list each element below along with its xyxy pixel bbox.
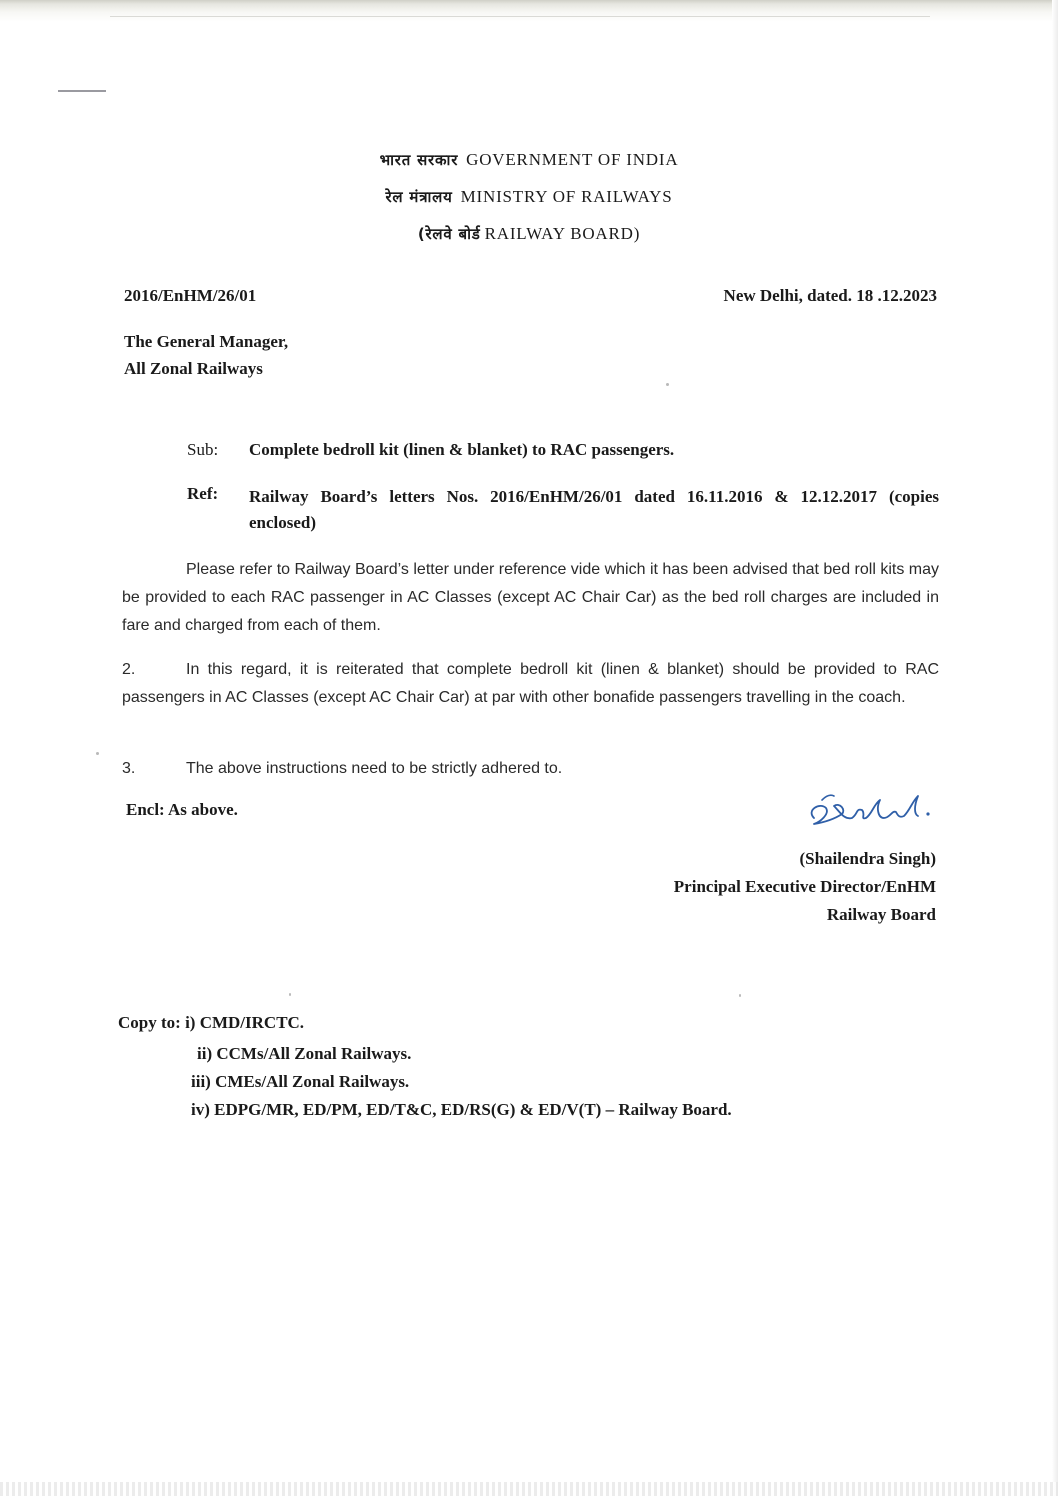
addressee-line-2: All Zonal Railways [124, 359, 263, 378]
place-date: New Delhi, dated. 18 .12.2023 [723, 286, 937, 305]
copy-to-line [118, 1013, 304, 1033]
file-number: 2016/EnHM/26/01 [124, 286, 257, 305]
addressee-line-1: The General Manager, [124, 332, 289, 351]
scan-top-line [110, 16, 930, 17]
paragraph-2-text: In this regard, it is reiterated that complete bedroll kit (linen & blanket) should be provided to RAC passengers in AC Classes (except AC Chair Car) at par with other bonafide passengers travelling in the coach. [122, 661, 939, 706]
addressee [124, 328, 288, 382]
copy-to-item-2: ii) CCMs/All Zonal Railways. [197, 1044, 412, 1063]
copy-to-item-3: iii) CMEs/All Zonal Railways. [191, 1072, 410, 1091]
handwritten-signature [800, 788, 940, 838]
reference-text: Railway Board’s letters Nos. 2016/EnHM/26/01 dated 16.11.2016 & 12.12.2017 (copies enclosed) [249, 487, 939, 532]
letterhead-english-ministry: MINISTRY OF RAILWAYS [460, 187, 673, 206]
letterhead-hindi-government: भारत सरकार [379, 151, 459, 169]
scan-speck [739, 994, 741, 997]
scan-margin-mark [58, 90, 106, 92]
paragraph-3-text: The above instructions need to be strictly adhered to. [186, 760, 563, 777]
scan-speck [96, 752, 99, 755]
letterhead-hindi-ministry: रेल मंत्रालय [385, 188, 453, 206]
subject-text: Complete bedroll kit (linen & blanket) to RAC passengers. [249, 440, 675, 459]
signature-block [674, 845, 936, 929]
paragraph-2-number: 2. [122, 661, 136, 678]
letterhead-english-government: GOVERNMENT OF INDIA [466, 150, 679, 169]
letterhead-english-board: RAILWAY BOARD) [484, 224, 641, 243]
paragraph-1: Please refer to Railway Board’s letter under reference vide which it has been advised that bed roll kits may be provided to each RAC passenger in AC Classes (except AC Chair Car) as the bed roll charges are included in fare and charged from each of them. [122, 561, 939, 634]
scan-bottom-edge [0, 1482, 1058, 1496]
copy-to-label: Copy to: [118, 1013, 181, 1032]
letterhead-line-government [0, 150, 1058, 170]
reference-label: Ref: [187, 484, 219, 503]
subject-label: Sub: [187, 440, 219, 459]
enclosure-note: Encl: As above. [126, 800, 238, 819]
copy-to-item-1: i) CMD/IRCTC. [185, 1013, 305, 1032]
paragraph-3 [122, 755, 939, 783]
letterhead-line-ministry [0, 187, 1058, 207]
scan-speck [289, 993, 291, 996]
copy-to-item-4: iv) EDPG/MR, ED/PM, ED/T&C, ED/RS(G) & ED/V(T) – Railway Board. [191, 1100, 732, 1119]
scan-speck [666, 383, 669, 386]
letterhead-line-board [0, 224, 1058, 244]
paragraph-2 [122, 656, 939, 712]
letterhead-hindi-board: (रेलवे बोर्ड [417, 225, 481, 243]
signatory-designation: Principal Executive Director/EnHM [673, 877, 936, 896]
paragraph-3-number: 3. [122, 760, 136, 777]
scan-top-shadow [0, 0, 1058, 22]
signatory-office: Railway Board [826, 905, 936, 924]
signatory-name: (Shailendra Singh) [799, 849, 936, 868]
